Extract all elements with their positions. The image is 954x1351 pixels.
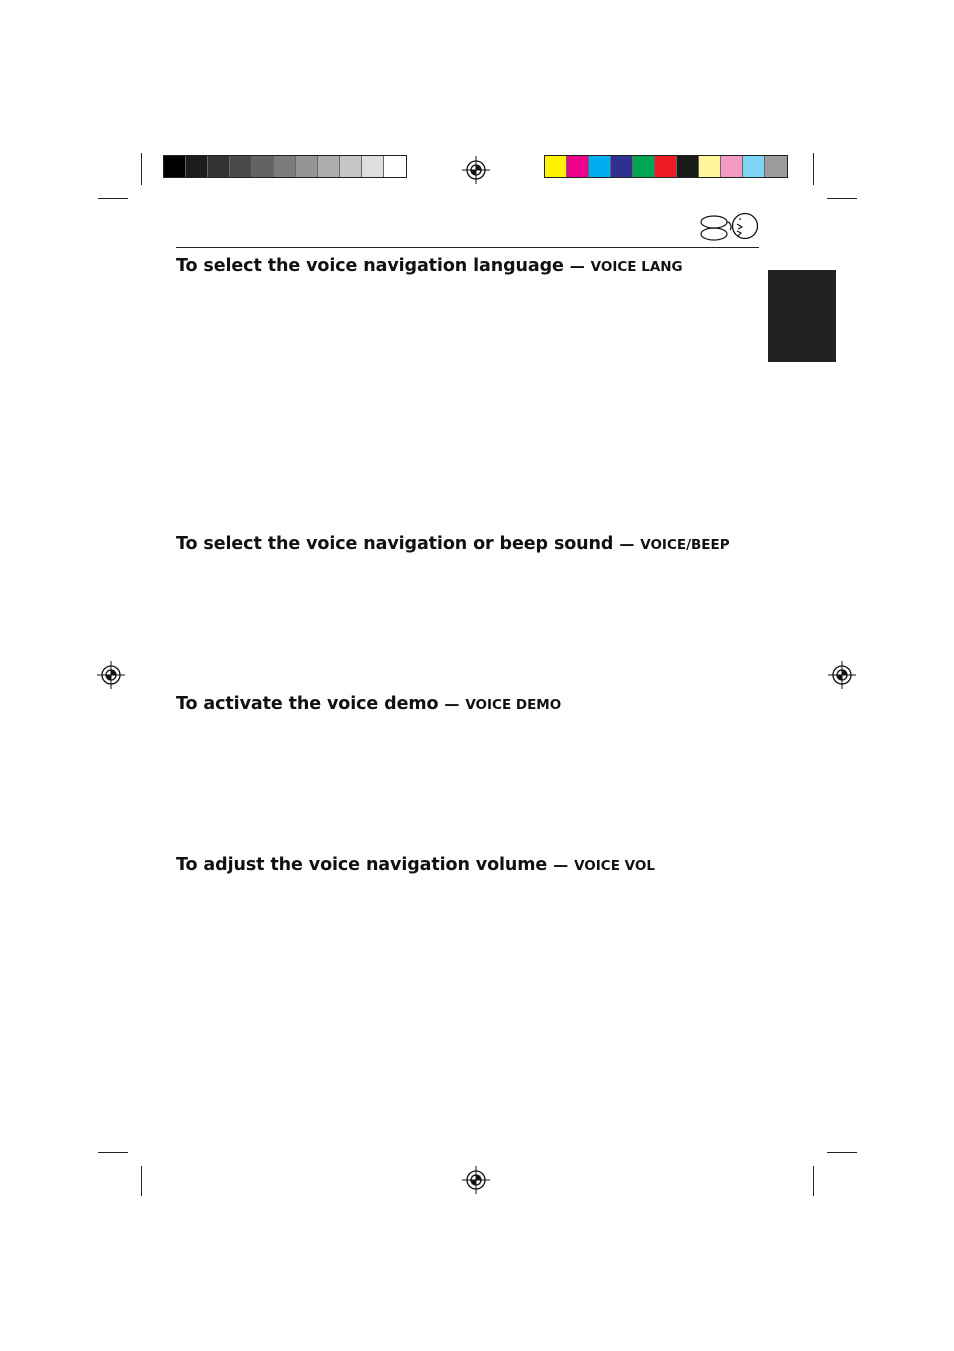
registration-mark-icon <box>97 661 125 689</box>
heading-dash: — <box>553 856 569 874</box>
heading-dash: — <box>619 535 635 553</box>
color-swatch <box>318 156 340 177</box>
color-swatch <box>611 156 633 177</box>
section-heading-voice-demo <box>176 694 561 714</box>
color-swatch <box>677 156 699 177</box>
crop-mark <box>813 153 814 185</box>
color-swatch <box>699 156 721 177</box>
color-swatch <box>362 156 384 177</box>
color-swatch <box>230 156 252 177</box>
heading-title: To activate the voice demo <box>176 694 439 714</box>
heading-title: To adjust the voice navigation volume <box>176 855 548 875</box>
section-heading-voice-lang <box>176 256 683 276</box>
heading-keyword: VOICE LANG <box>590 259 683 275</box>
language-tab-marker <box>768 270 836 362</box>
heading-keyword: VOICE VOL <box>574 858 655 874</box>
heading-title: To select the voice navigation language <box>176 256 564 276</box>
color-swatch <box>164 156 186 177</box>
color-swatch <box>589 156 611 177</box>
heading-keyword: VOICE DEMO <box>465 697 562 713</box>
color-swatch <box>545 156 567 177</box>
color-swatch <box>296 156 318 177</box>
section-heading-voice-vol <box>176 855 655 875</box>
color-swatch <box>567 156 589 177</box>
registration-mark-icon <box>828 661 856 689</box>
color-swatch <box>208 156 230 177</box>
color-swatch <box>655 156 677 177</box>
heading-dash: — <box>569 257 585 275</box>
grayscale-color-bar <box>163 155 407 178</box>
crop-mark <box>827 1152 857 1153</box>
color-swatch <box>252 156 274 177</box>
color-swatch <box>633 156 655 177</box>
registration-mark-icon <box>462 1166 490 1194</box>
color-swatch <box>765 156 787 177</box>
color-swatch <box>721 156 743 177</box>
heading-title: To select the voice navigation or beep sound <box>176 534 614 554</box>
registration-mark-icon <box>462 156 490 184</box>
crop-mark <box>827 198 857 199</box>
color-swatch <box>743 156 765 177</box>
color-swatch <box>384 156 406 177</box>
heading-keyword: VOICE/BEEP <box>640 537 730 553</box>
color-swatch <box>340 156 362 177</box>
process-color-bar <box>544 155 788 178</box>
heading-dash: — <box>444 695 460 713</box>
color-swatch <box>274 156 296 177</box>
crop-mark <box>98 1152 128 1153</box>
crop-mark <box>141 1166 142 1196</box>
crop-mark <box>141 153 142 185</box>
section-heading-voice-beep <box>176 534 730 554</box>
speaking-head-icon <box>697 210 761 246</box>
crop-mark <box>98 198 128 199</box>
header-rule <box>176 247 759 248</box>
color-swatch <box>186 156 208 177</box>
crop-mark <box>813 1166 814 1196</box>
